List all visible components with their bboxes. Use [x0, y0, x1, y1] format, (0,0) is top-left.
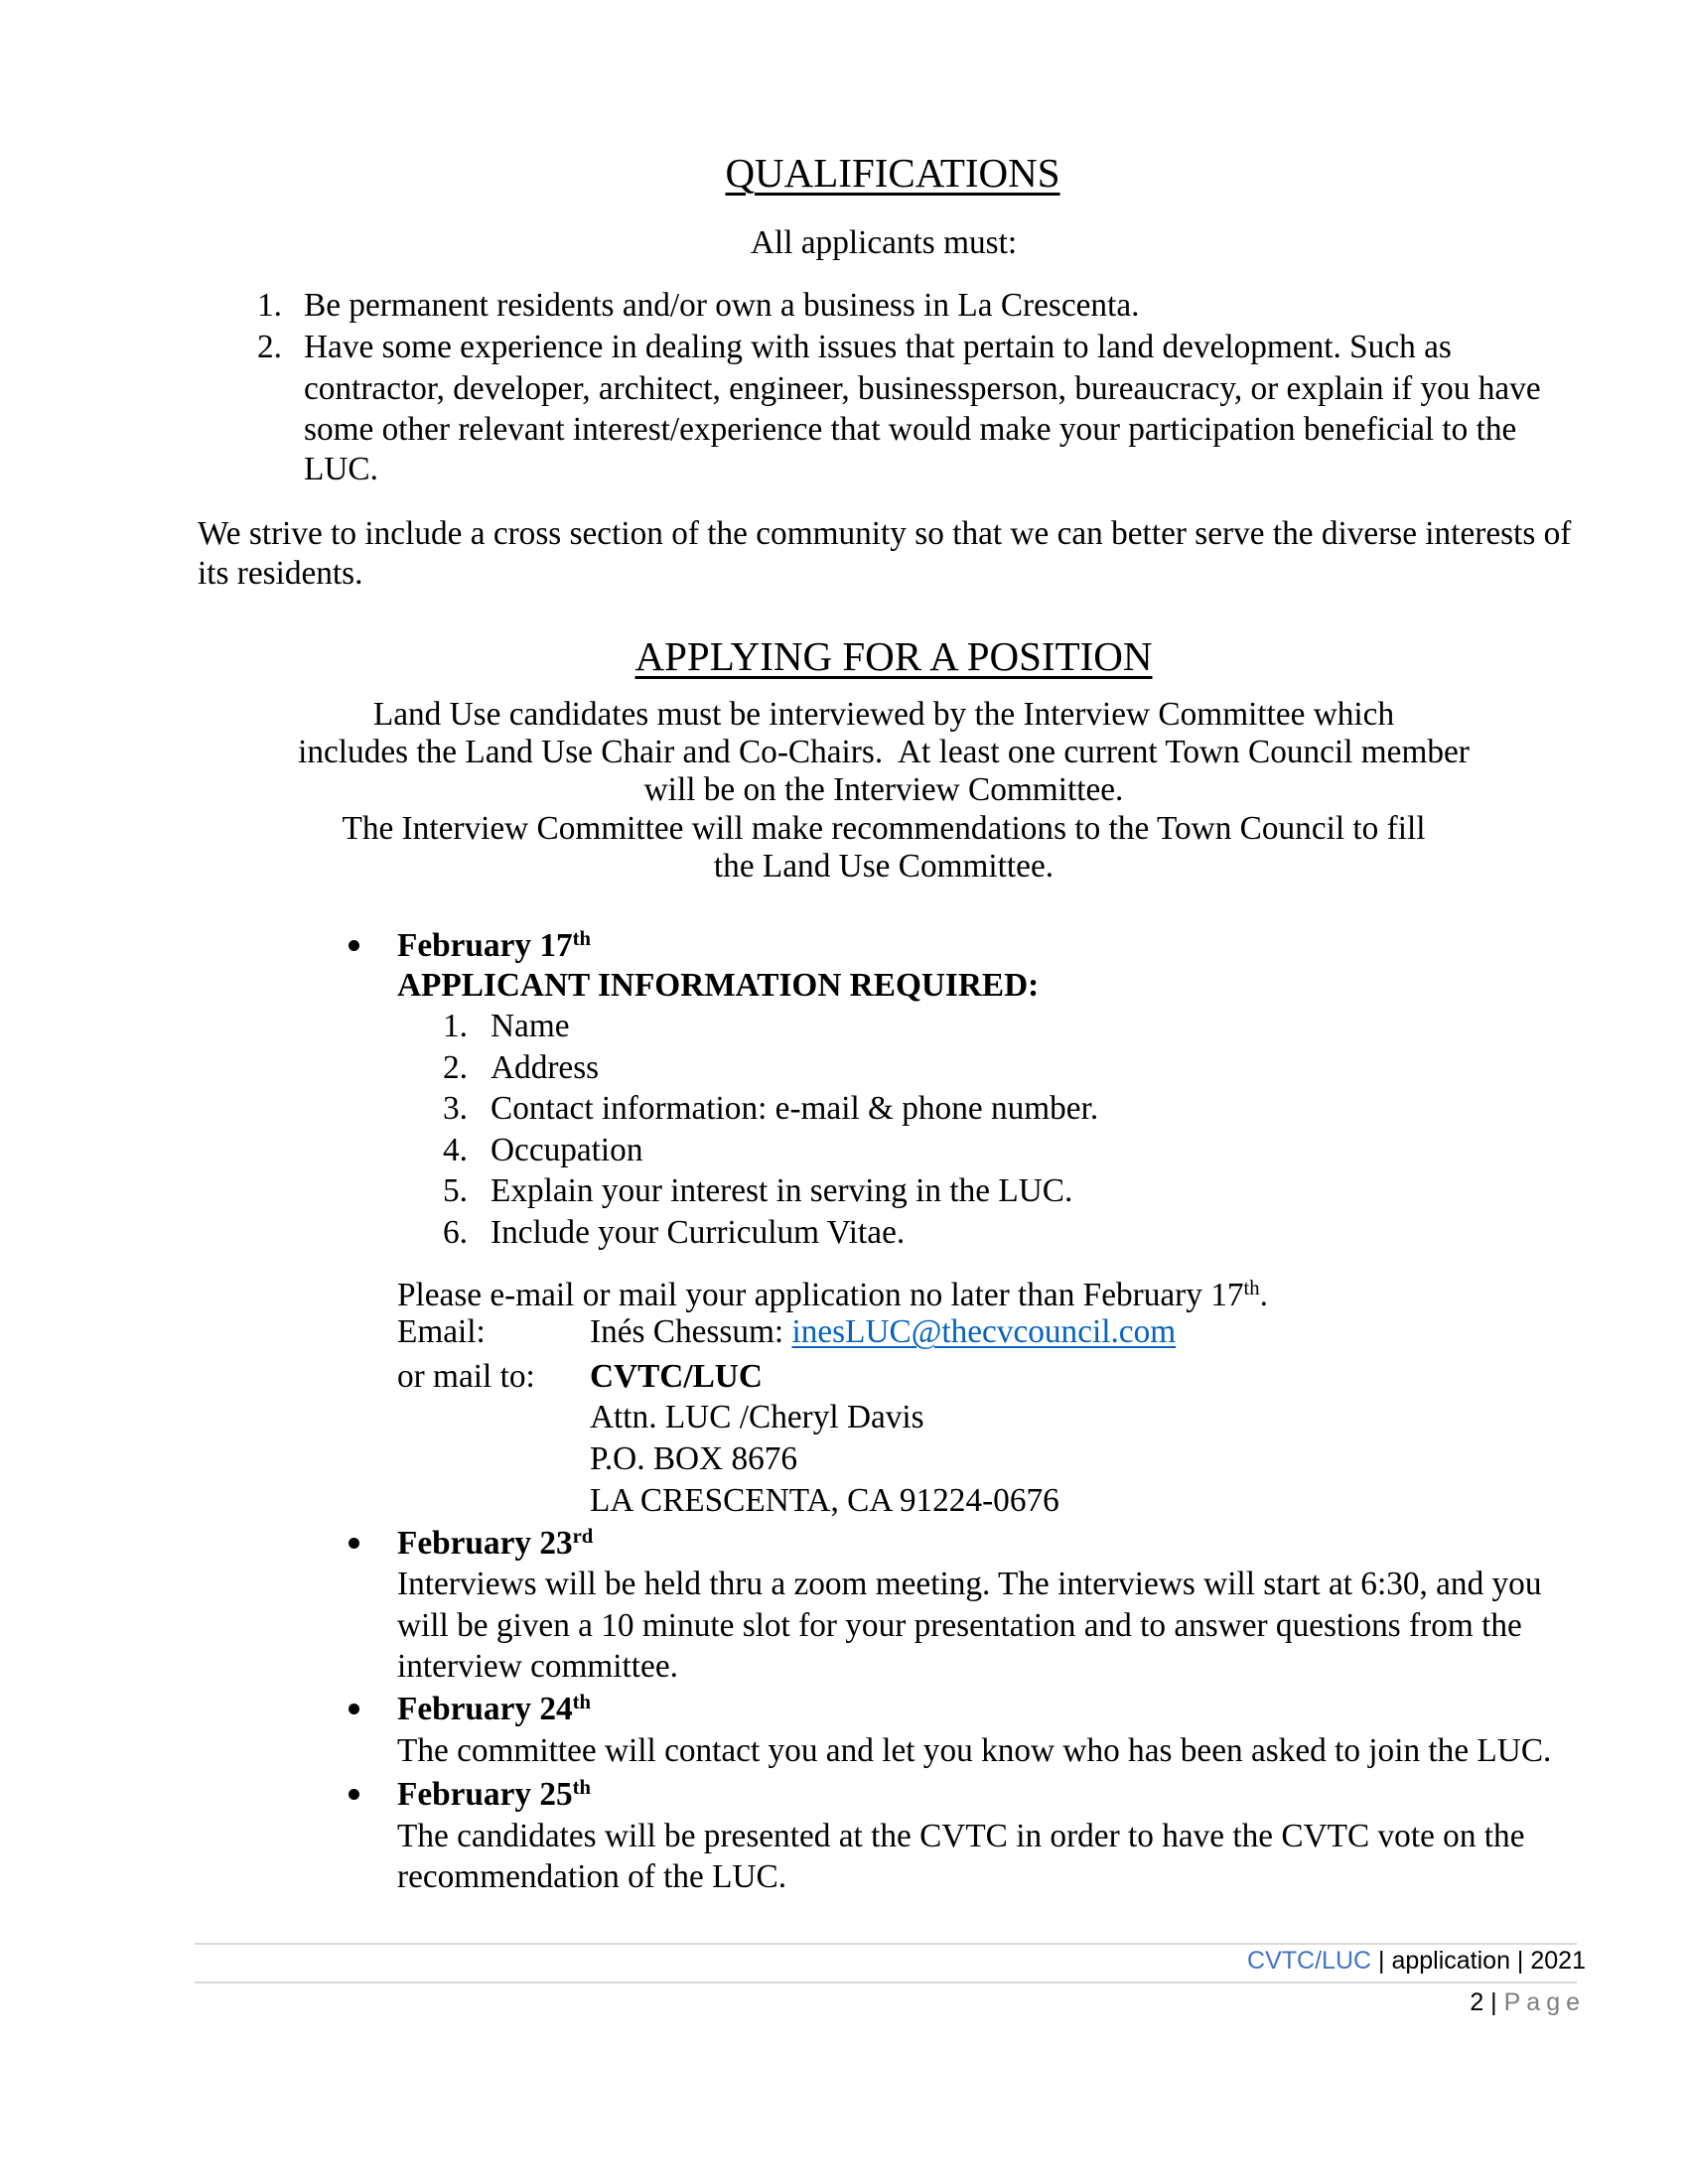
list-number: 4.	[443, 1132, 468, 1168]
email-link[interactable]: inesLUC@thecvcouncil.com	[791, 1313, 1177, 1350]
timeline-date	[397, 929, 591, 962]
timeline-text: The candidates will be presented at the CVTC in order to have the CVTC vote on the	[397, 1818, 1525, 1854]
intro-line: includes the Land Use Chair and Co-Chairs. At least one current Town Council member	[298, 734, 1470, 770]
intro-line: The Interview Committee will make recommendations to the Town Council to fill	[342, 810, 1426, 847]
required-item: Occupation	[491, 1132, 643, 1168]
date-text: February 25	[397, 1776, 573, 1813]
required-item: Explain your interest in serving in the LUC.	[491, 1172, 1073, 1209]
date-text: February 24	[397, 1691, 573, 1727]
required-item: Address	[491, 1049, 600, 1086]
list-item-continuation: contractor, developer, architect, engineer, businessperson, bureaucracy, or explain if you have	[304, 370, 1541, 407]
timeline-text: recommendation of the LUC.	[397, 1858, 787, 1895]
date-suffix: th	[572, 1776, 591, 1799]
timeline-text: will be given a 10 minute slot for your presentation and to answer questions from the	[397, 1607, 1522, 1644]
date-text: February 23	[397, 1525, 573, 1562]
deadline-main: Please e-mail or mail your application no later than February 17	[397, 1277, 1244, 1313]
list-number: 3.	[443, 1090, 468, 1127]
timeline-text: interview committee.	[397, 1648, 678, 1685]
intro-line: Land Use candidates must be interviewed by the Interview Committee which	[372, 696, 1395, 733]
bullet-icon	[349, 1538, 359, 1549]
qualifications-heading: QUALIFICATIONS	[725, 150, 1060, 196]
date-text: February 17	[397, 927, 573, 964]
email-value	[590, 1315, 1176, 1348]
applicant-info-subheading: APPLICANT INFORMATION REQUIRED:	[397, 967, 1040, 1004]
mail-label: or mail to:	[397, 1358, 535, 1395]
timeline-date	[397, 1693, 591, 1725]
mail-line: LA CRESCENTA, CA 91224-0676	[590, 1482, 1059, 1519]
mail-line: P.O. BOX 8676	[590, 1440, 798, 1477]
timeline-text: Interviews will be held thru a zoom meeting. The interviews will start at 6:30, and you	[397, 1566, 1542, 1602]
footer-top-rule	[195, 1943, 1577, 1945]
intro-line: the Land Use Committee.	[713, 848, 1055, 885]
email-contact-name: Inés Chessum:	[590, 1313, 792, 1350]
applying-heading: APPLYING FOR A POSITION	[634, 633, 1153, 679]
required-item: Include your Curriculum Vitae.	[491, 1214, 906, 1251]
list-number: 6.	[443, 1214, 468, 1251]
timeline-date	[397, 1778, 591, 1811]
deadline-end: .	[1259, 1277, 1268, 1313]
intro-line: will be on the Interview Committee.	[643, 771, 1124, 808]
deadline-suffix: th	[1243, 1277, 1260, 1299]
bullet-icon	[349, 1789, 359, 1800]
footer-separator: |	[1371, 1947, 1392, 1975]
list-number: 2.	[443, 1049, 468, 1086]
list-number: 2.	[257, 329, 282, 365]
required-item: Contact information: e-mail & phone number.	[491, 1090, 1099, 1127]
list-item: Be permanent residents and/or own a business in La Crescenta.	[304, 287, 1140, 324]
date-suffix: th	[572, 1691, 591, 1713]
footer-title	[1247, 1949, 1586, 1974]
mail-line: Attn. LUC /Cheryl Davis	[590, 1399, 924, 1435]
email-label: Email:	[397, 1313, 486, 1350]
timeline-text: The committee will contact you and let you know who has been asked to join the LUC.	[397, 1732, 1552, 1769]
list-item: Have some experience in dealing with issues that pertain to land development. Such as	[304, 329, 1452, 365]
bullet-icon	[349, 940, 359, 951]
footer-page-number	[1470, 1990, 1586, 2015]
required-item: Name	[491, 1008, 570, 1044]
mail-line: CVTC/LUC	[590, 1358, 763, 1395]
footer-year: 2021	[1530, 1947, 1586, 1975]
qualifications-closing: We strive to include a cross section of the community so that we can better serve the diverse interests of	[198, 515, 1572, 552]
date-suffix: rd	[572, 1525, 594, 1548]
page-separator: |	[1483, 1988, 1504, 2016]
list-item-continuation: LUC.	[304, 451, 378, 487]
deadline-text	[397, 1279, 1268, 1311]
list-number: 1.	[257, 287, 282, 324]
footer-bottom-rule	[195, 1981, 1577, 1983]
list-number: 1.	[443, 1008, 468, 1044]
list-item-continuation: some other relevant interest/experience that would make your participation beneficial to the	[304, 411, 1517, 448]
footer-org: CVTC/LUC	[1247, 1947, 1372, 1975]
qualifications-intro: All applicants must:	[750, 224, 1018, 261]
list-number: 5.	[443, 1172, 468, 1209]
bullet-icon	[349, 1704, 359, 1714]
qualifications-closing: its residents.	[198, 555, 363, 592]
footer-separator: |	[1509, 1947, 1531, 1975]
footer-doc: application	[1391, 1947, 1510, 1975]
page-number: 2	[1470, 1988, 1484, 2016]
date-suffix: th	[572, 927, 591, 950]
page-label: Page	[1503, 1988, 1586, 2016]
timeline-date	[397, 1527, 593, 1560]
